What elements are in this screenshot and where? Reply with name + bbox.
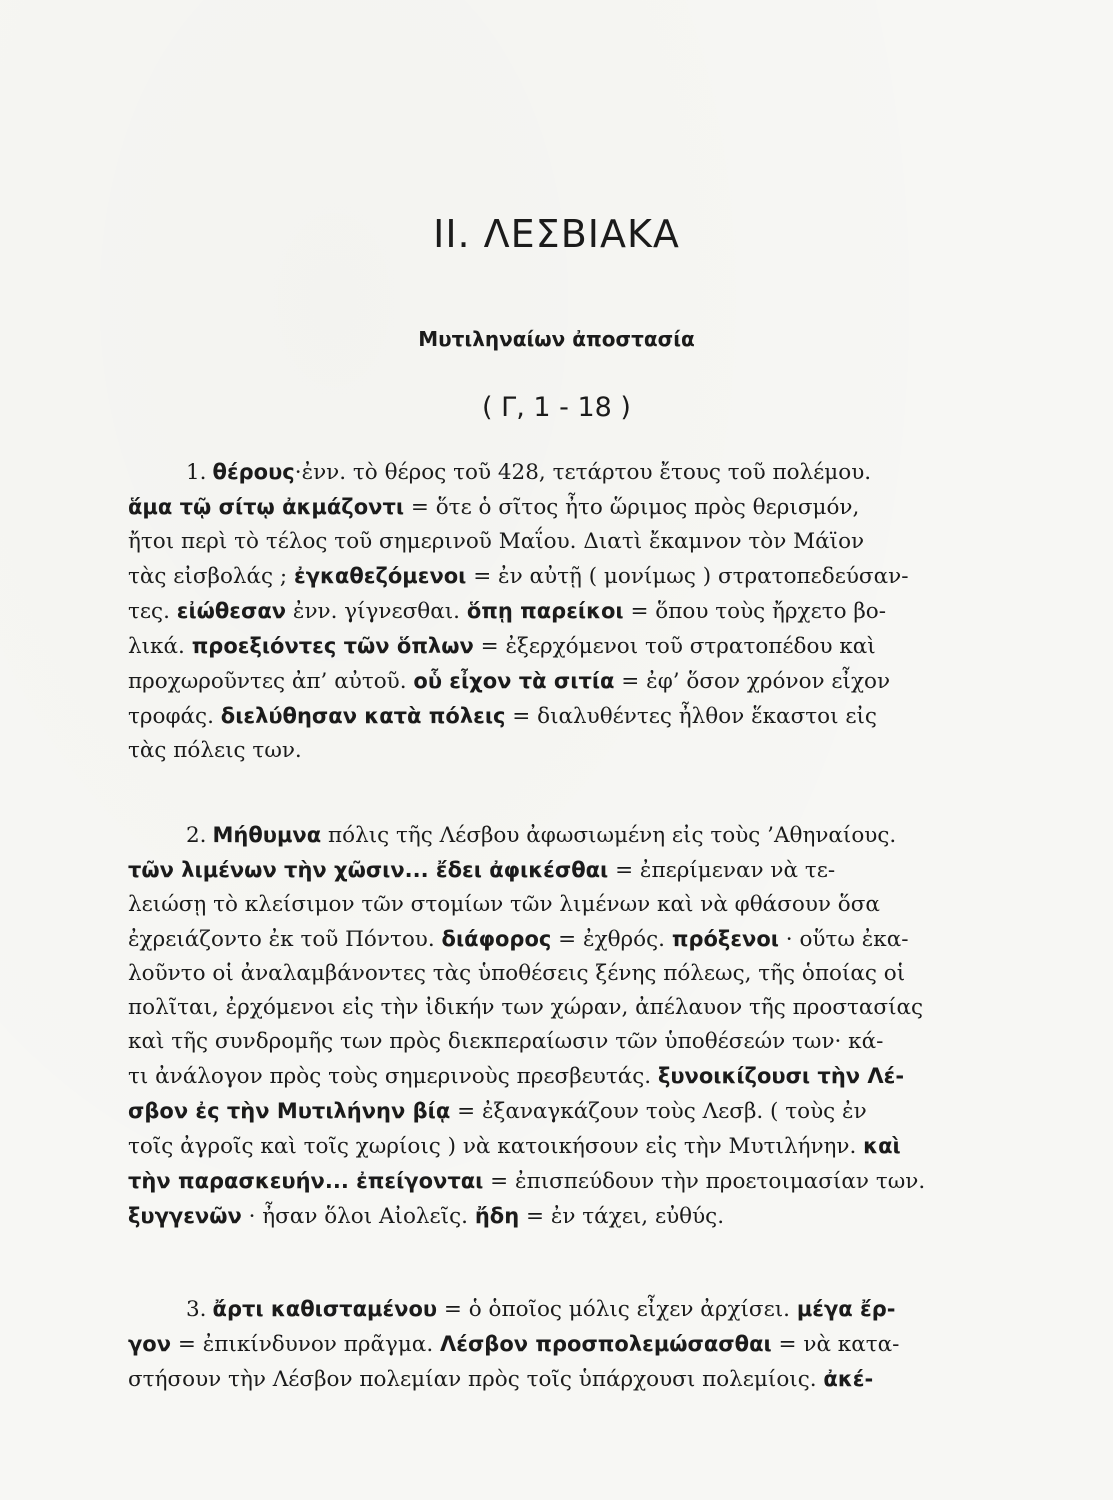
text-line [128,1292,1048,1327]
lemma-term: διάφορος [441,927,552,951]
gloss-text: = ὁ ὁποῖος μόλις εἶχεν ἀρχίσει. [437,1297,797,1322]
lemma-term: διελύθησαν κατὰ πόλεις [220,704,506,728]
commentary-paragraph-2 [128,818,1048,1234]
paragraph-number: 1. [186,460,207,485]
gloss-text: = ἐχθρός. [551,927,672,952]
gloss-text: = ἐπερίμεναν νὰ τε- [608,858,836,883]
text-line [128,888,1048,922]
lemma-term: Λέσβον προσπολεμώσασθαι [440,1332,772,1356]
gloss-text: προχωροῦντες ἀπ’ αὐτοῦ. [128,669,414,694]
text-line [128,922,1048,957]
lemma-term: οὗ εἶχον τὰ σιτία [413,669,615,693]
gloss-text: ἤτοι περὶ τὸ τέλος τοῦ σημερινοῦ Μαΐου. Διατὶ ἔκαμνον τὸν Μάϊον [128,529,865,554]
gloss-text: πόλις τῆς Λέσβου ἀφωσιωμένη εἰς τοὺς ’Αθηναίους. [321,823,897,848]
gloss-text: τὰς πόλεις των. [128,738,302,763]
text-line [128,699,1048,734]
lemma-term: γον [128,1332,172,1356]
gloss-text: τὰς εἰσβολάς ; [128,564,295,589]
text-line [128,853,1048,888]
lemma-term: μέγα ἔρ- [796,1297,896,1321]
text-line [128,490,1048,525]
lemma-term: ἤδη [474,1204,520,1228]
gloss-text: τροφάς. [128,704,221,729]
text-line [128,991,1048,1025]
gloss-text: τοῖς ἀγροῖς καὶ τοῖς χωρίοις ) νὰ κατοικήσουν εἰς τὴν Μυτιλήνην. [128,1134,864,1159]
text-line [128,1362,1048,1397]
lemma-term: τῶν λιμένων τὴν χῶσιν... ἔδει ἀφικέσθαι [128,858,609,882]
lemma-term: ὅπῃ παρείκοι [466,599,624,623]
gloss-text: = ἐπισπεύδουν τὴν προετοιμασίαν των. [483,1169,926,1194]
gloss-text: στήσουν τὴν Λέσβον πολεμίαν πρὸς τοῖς ὑπάρχουσι πολεμίοις. [128,1367,824,1392]
text-line [128,629,1048,664]
text-line [128,1327,1048,1362]
gloss-text: = νὰ κατα- [771,1332,900,1357]
gloss-text: = ὅτε ὁ σῖτος ἦτο ὥριμος πρὸς θερισμόν, [404,495,860,520]
lemma-term: ἄρτι καθισταμένου [212,1297,438,1321]
text-line [128,594,1048,629]
lemma-term: ξυγγενῶν [128,1204,242,1228]
text-line [128,1059,1048,1094]
gloss-text: καὶ τῆς συνδρομῆς των πρὸς διεκπεραίωσιν τῶν ὑποθέσεών των· κά- [128,1029,884,1054]
section-title: Μυτιληναίων ἀποστασία [418,327,695,351]
chapter-title: ΙΙ. ΛΕΣΒΙΑΚΑ [433,212,680,256]
gloss-text: πολῖται, ἐρχόμενοι εἰς τὴν ἰδικήν των χώραν, ἀπέλαυον τῆς προστασίας [128,995,924,1020]
text-line [128,957,1048,991]
gloss-text: ἐνν. γίγνεσθαι. [286,599,467,624]
gloss-text: = διαλυθέντες ἦλθον ἕκαστοι εἰς [505,704,877,729]
lemma-term: ἐγκαθεζόμενοι [294,564,467,588]
chapter-reference: ( Γ, 1 - 18 ) [482,392,631,423]
gloss-text: · οὕτω ἐκα- [778,927,909,952]
lemma-term: ἅμα τῷ σίτῳ ἀκμάζοντι [128,495,405,519]
gloss-text: = ἐν τάχει, εὐθύς. [519,1204,725,1229]
lemma-term: εἰώθεσαν [176,599,287,623]
gloss-text: = ἐν αὐτῇ ( μονίμως ) στρατοπεδεύσαν- [466,564,909,589]
gloss-text: · ἦσαν ὅλοι Αἰολεῖς. [241,1204,475,1229]
gloss-text: λειώσῃ τὸ κλείσιμον τῶν στομίων τῶν λιμένων καὶ νὰ φθάσουν ὅσα [128,892,880,917]
lemma-term: Μήθυμνα [212,823,322,847]
gloss-text: ·ἐνν. τὸ θέρος τοῦ 428, τετάρτου ἔτους τοῦ πολέμου. [294,460,872,485]
text-line [128,455,1048,490]
paragraph-number: 2. [186,823,207,848]
text-line [128,1199,1048,1234]
lemma-term: θέρους [212,460,295,484]
paragraph-number: 3. [186,1297,207,1322]
commentary-paragraph-1 [128,455,1048,768]
text-line [128,1094,1048,1129]
text-line [128,1129,1048,1164]
gloss-text: = ἐπικίνδυνον πρᾶγμα. [171,1332,440,1357]
text-line [128,1164,1048,1199]
lemma-term: προεξιόντες τῶν ὅπλων [191,634,474,658]
gloss-text: λοῦντο οἱ ἀναλαμβάνοντες τὰς ὑποθέσεις ξένης πόλεως, τῆς ὁποίας οἱ [128,961,906,986]
lemma-term: ξυνοικίζουσι τὴν Λέ- [657,1064,905,1088]
text-line [128,559,1048,594]
lemma-term: καὶ [863,1134,901,1158]
lemma-term: πρόξενοι [671,927,779,951]
gloss-text: τι ἀνάλογον πρὸς τοὺς σημερινοὺς πρεσβευτάς. [128,1064,658,1089]
text-line [128,664,1048,699]
lemma-term: σβον ἐς τὴν Μυτιλήνην βίᾳ [128,1099,451,1123]
gloss-text: = ἐξερχόμενοι τοῦ στρατοπέδου καὶ [473,634,876,659]
lemma-term: ἀκέ- [823,1367,874,1391]
gloss-text: τες. [128,599,177,624]
gloss-text: = ὅπου τοὺς ἤρχετο βο- [623,599,887,624]
text-line [128,818,1048,853]
text-line [128,525,1048,559]
gloss-text: λικά. [128,634,192,659]
commentary-paragraph-3 [128,1292,1048,1397]
gloss-text: = ἐξαναγκάζουν τοὺς Λεσβ. ( τοὺς ἐν [450,1099,867,1124]
text-line [128,1025,1048,1059]
gloss-text: ἐχρειάζοντο ἐκ τοῦ Πόντου. [128,927,442,952]
gloss-text: = ἐφ’ ὅσον χρόνον εἶχον [614,669,891,694]
lemma-term: τὴν παρασκευήν... ἐπείγονται [128,1169,484,1193]
text-line [128,734,1048,768]
